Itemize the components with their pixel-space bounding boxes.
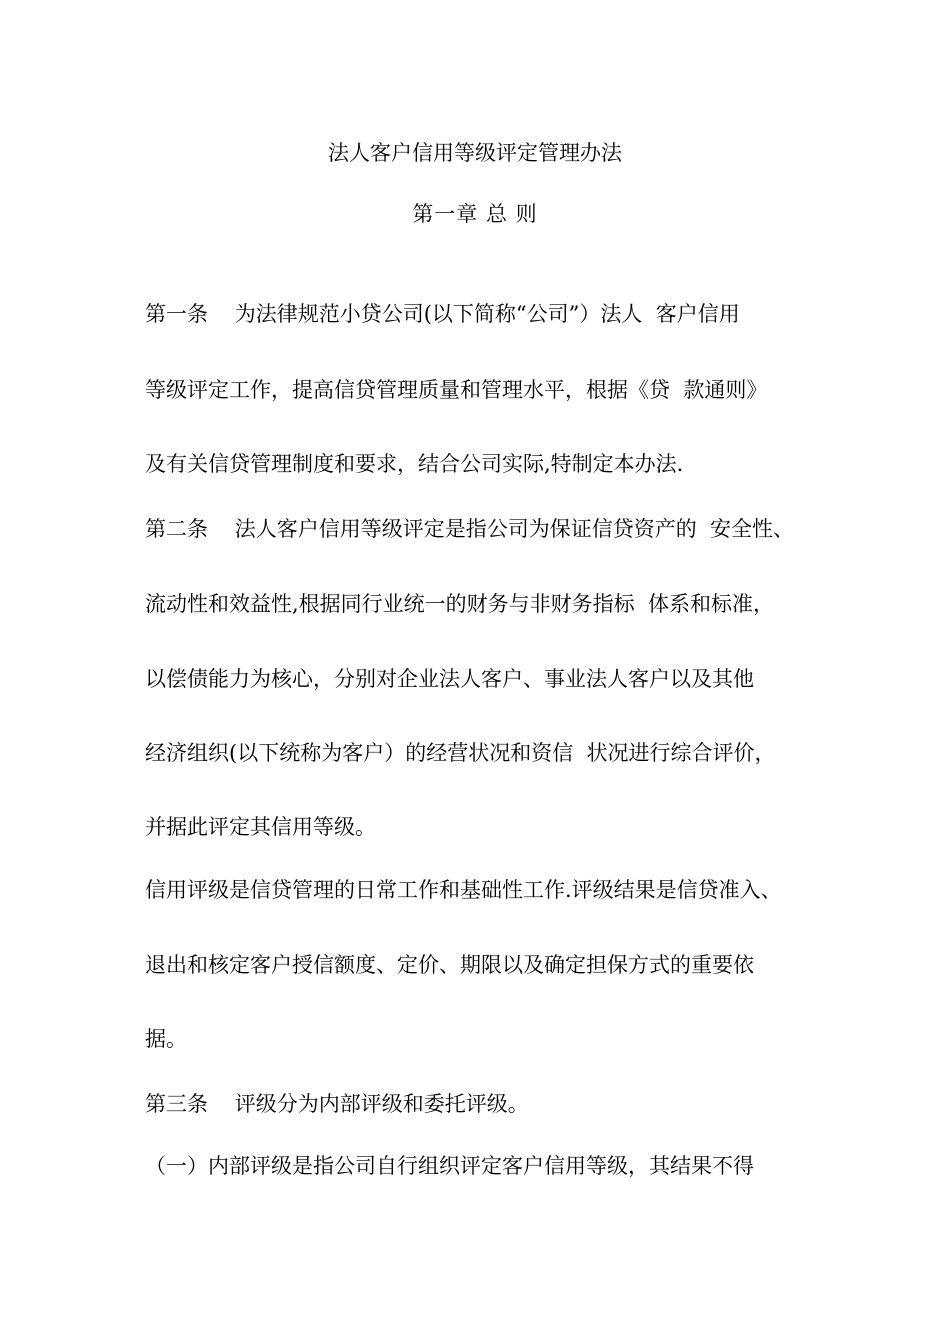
body-line: 及有关信贷管理制度和要求，结合公司实际,特制定本办法. — [145, 452, 684, 476]
document-title: 法人客户信用等级评定管理办法 — [328, 141, 622, 165]
body-line: 经济组织(以下统称为客户）的经营状况和资信 状况进行综合评价， — [145, 741, 776, 765]
body-line: 并据此评定其信用等级。 — [145, 815, 376, 839]
body-line: 第二条 法人客户信用等级评定是指公司为保证信贷资产的 安全性、 — [145, 517, 795, 541]
body-line: 退出和核定客户授信额度、定价、期限以及确定担保方式的重要依 — [145, 953, 754, 977]
body-line: 信用评级是信贷管理的日常工作和基础性工作.评级结果是信贷准入、 — [145, 878, 782, 902]
body-line: （一）内部评级是指公司自行组织评定客户信用等级，其结果不得 — [145, 1154, 754, 1178]
body-line: 以偿债能力为核心，分别对企业法人客户、事业法人客户以及其他 — [145, 667, 754, 691]
body-line: 等级评定工作，提高信贷管理质量和管理水平，根据《贷 款通则》 — [145, 378, 768, 402]
chapter-heading: 第一章 总 则 — [412, 202, 538, 226]
body-line: 流动性和效益性,根据同行业统一的财务与非财务指标 体系和标准， — [145, 592, 775, 616]
body-line: 第一条 为法律规范小贷公司(以下简称“公司”）法人 客户信用 — [145, 302, 740, 326]
body-line: 第三条 评级分为内部评级和委托评级。 — [145, 1092, 529, 1116]
body-line: 据。 — [145, 1027, 187, 1051]
